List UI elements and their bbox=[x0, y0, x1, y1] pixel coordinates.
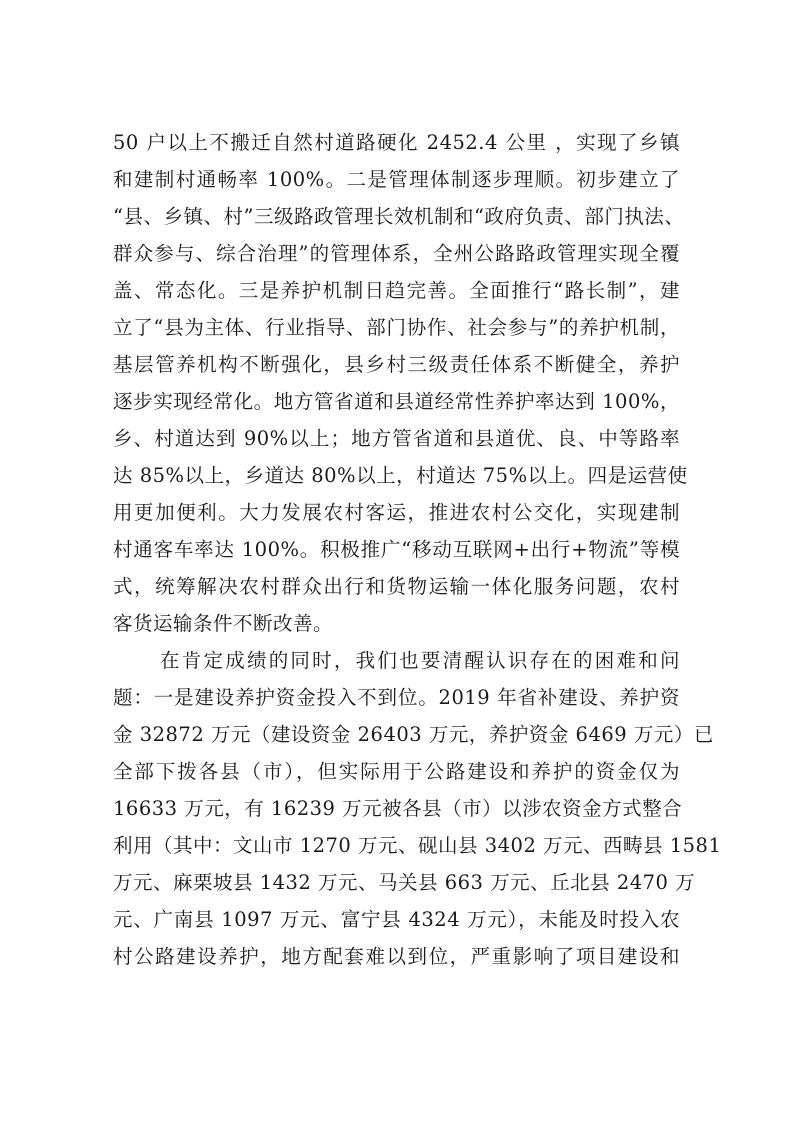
document-body bbox=[113, 124, 722, 975]
text-line: 群众参与、综合治理”的管理体系，全州公路路政管理实现全覆 bbox=[113, 242, 680, 265]
text-line: 元、广南县 1097 万元、富宁县 4324 万元），未能及时投入农 bbox=[113, 908, 680, 931]
text-line: 村通客车率达 100%。积极推广“移动互联网+出行+物流”等模 bbox=[113, 538, 680, 561]
text-line: 达 85%以上，乡道达 80%以上，村道达 75%以上。四是运营使 bbox=[113, 464, 688, 487]
text-line: 基层管养机构不断强化，县乡村三级责任体系不断健全，养护 bbox=[113, 353, 680, 376]
text-line: 题：一是建设养护资金投入不到位。2019 年省补建设、养护资 bbox=[113, 686, 680, 709]
text-line: 式，统筹解决农村群众出行和货物运输一体化服务问题，农村 bbox=[113, 575, 680, 598]
paragraph-problems bbox=[113, 642, 722, 975]
paragraph-achievements bbox=[113, 124, 688, 642]
text-line: 盖、常态化。三是养护机制日趋完善。全面推行“路长制”，建 bbox=[113, 279, 680, 302]
text-line: 16633 万元，有 16239 万元被各县（市）以涉农资金方式整合 bbox=[113, 797, 683, 820]
text-line: 村公路建设养护，地方配套难以到位，严重影响了项目建设和 bbox=[113, 945, 680, 968]
text-line: 逐步实现经常化。地方管省道和县道经常性养护率达到 100%， bbox=[113, 390, 680, 413]
text-line: 50 户以上不搬迁自然村道路硬化 2452.4 公里 ，实现了乡镇 bbox=[113, 131, 680, 154]
text-line: 和建制村通畅率 100%。二是管理体制逐步理顺。初步建立了 bbox=[113, 168, 680, 191]
text-line: 乡、村道达到 90%以上；地方管省道和县道优、良、中等路率 bbox=[113, 427, 680, 450]
text-line: 全部下拨各县（市），但实际用于公路建设和养护的资金仅为 bbox=[113, 760, 680, 783]
text-line: 客货运输条件不断改善。 bbox=[113, 612, 334, 635]
text-line: 用更加便利。大力发展农村客运，推进农村公交化，实现建制 bbox=[113, 501, 680, 524]
text-line: “县、乡镇、村”三级路政管理长效机制和“政府负责、部门执法、 bbox=[113, 205, 685, 228]
text-line: 利用（其中：文山市 1270 万元、砚山县 3402 万元、西畴县 1581 bbox=[113, 834, 722, 857]
text-line: 万元、麻栗坡县 1432 万元、马关县 663 万元、丘北县 2470 万 bbox=[113, 871, 696, 894]
text-line: 立了“县为主体、行业指导、部门协作、社会参与”的养护机制， bbox=[113, 316, 680, 339]
text-line: 在肯定成绩的同时，我们也要清醒认识存在的困难和问 bbox=[160, 649, 680, 672]
text-line: 金 32872 万元（建设资金 26403 万元，养护资金 6469 万元）已 bbox=[113, 723, 714, 746]
